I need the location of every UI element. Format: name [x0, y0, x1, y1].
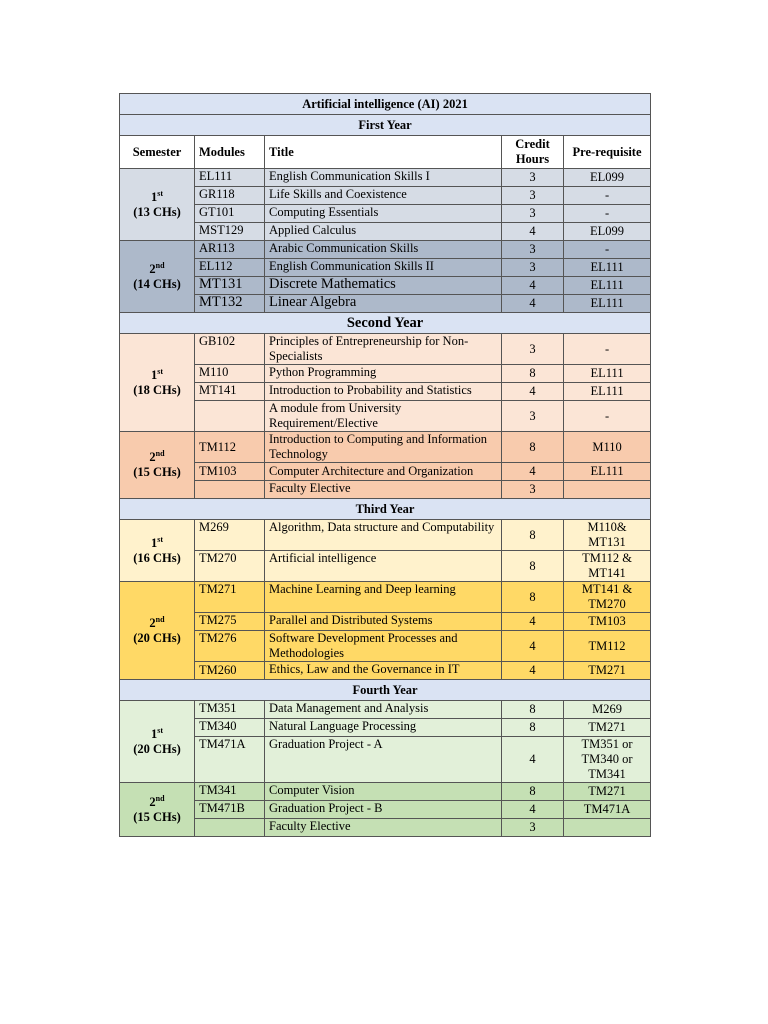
module-title: Introduction to Probability and Statistics — [265, 383, 502, 401]
credit-hours: 3 — [502, 241, 564, 259]
credit-hours: 3 — [502, 481, 564, 499]
credit-hours: 8 — [502, 719, 564, 737]
module-code: TM112 — [195, 432, 265, 463]
credit-hours: 4 — [502, 463, 564, 481]
credit-hours: 8 — [502, 701, 564, 719]
prerequisite: MT141 & TM270 — [564, 582, 651, 613]
prerequisite: TM471A — [564, 801, 651, 819]
credit-hours: 8 — [502, 783, 564, 801]
module-title: Data Management and Analysis — [265, 701, 502, 719]
credit-hours: 4 — [502, 383, 564, 401]
year-heading: First Year — [120, 115, 651, 136]
year-heading: Fourth Year — [120, 680, 651, 701]
credit-hours: 4 — [502, 223, 564, 241]
semester-cell — [120, 520, 195, 582]
prerequisite: EL111 — [564, 383, 651, 401]
credit-hours: 4 — [502, 801, 564, 819]
header-modules: Modules — [195, 136, 265, 169]
module-code: TM471B — [195, 801, 265, 819]
semester-credits: (20 CHs) — [133, 741, 181, 756]
credit-hours: 4 — [502, 613, 564, 631]
semester-credits: (20 CHs) — [133, 630, 181, 645]
module-code: TM471A — [195, 737, 265, 783]
semester-ordinal: 2 — [149, 794, 156, 809]
credit-hours: 8 — [502, 432, 564, 463]
module-title: Life Skills and Coexistence — [265, 187, 502, 205]
plan-title: Artificial intelligence (AI) 2021 — [120, 94, 651, 115]
credit-hours: 3 — [502, 187, 564, 205]
module-title: Faculty Elective — [265, 481, 502, 499]
module-code: TM275 — [195, 613, 265, 631]
module-code: GB102 — [195, 334, 265, 365]
semester-suffix: st — [157, 725, 164, 735]
credit-hours: 8 — [502, 551, 564, 582]
prerequisite: EL111 — [564, 259, 651, 277]
semester-ordinal: 2 — [149, 450, 156, 464]
module-title: Faculty Elective — [265, 819, 502, 837]
module-title: Machine Learning and Deep learning — [265, 582, 502, 613]
module-title: English Communication Skills I — [265, 169, 502, 187]
module-title: A module from University Requirement/Elective — [265, 401, 502, 432]
prerequisite: TM351 or TM340 or TM341 — [564, 737, 651, 783]
semester-suffix: st — [157, 534, 164, 544]
credit-hours: 8 — [502, 582, 564, 613]
study-plan-table — [119, 93, 651, 837]
semester-suffix: nd — [155, 448, 165, 458]
semester-cell — [120, 783, 195, 837]
module-code: TM270 — [195, 551, 265, 582]
credit-hours: 4 — [502, 295, 564, 313]
module-title: Algorithm, Data structure and Computability — [265, 520, 502, 551]
prerequisite: - — [564, 241, 651, 259]
prerequisite: TM112 — [564, 631, 651, 662]
credit-hours: 4 — [502, 662, 564, 680]
credit-hours: 3 — [502, 205, 564, 223]
credit-hours: 3 — [502, 169, 564, 187]
semester-credits: (16 CHs) — [133, 550, 181, 565]
module-code: TM103 — [195, 463, 265, 481]
credit-hours: 4 — [502, 277, 564, 295]
credit-hours: 3 — [502, 401, 564, 432]
semester-credits: (14 CHs) — [133, 276, 181, 291]
prerequisite: M110& MT131 — [564, 520, 651, 551]
prerequisite: EL111 — [564, 277, 651, 295]
prerequisite: - — [564, 205, 651, 223]
prerequisite: EL111 — [564, 295, 651, 313]
header-semester: Semester — [120, 136, 195, 169]
semester-cell — [120, 701, 195, 783]
semester-suffix: st — [157, 188, 164, 198]
module-code — [195, 481, 265, 499]
module-code: AR113 — [195, 241, 265, 259]
module-title: Computing Essentials — [265, 205, 502, 223]
semester-credits: (15 CHs) — [133, 809, 181, 824]
semester-ordinal: 1 — [150, 535, 158, 550]
prerequisite: TM271 — [564, 783, 651, 801]
module-code: MT132 — [195, 295, 265, 313]
header-prerequisite: Pre-requisite — [564, 136, 651, 169]
year-heading: Second Year — [120, 313, 651, 334]
semester-cell — [120, 169, 195, 241]
semester-ordinal: 1 — [150, 367, 158, 382]
module-code: MST129 — [195, 223, 265, 241]
semester-cell — [120, 432, 195, 499]
credit-hours: 8 — [502, 365, 564, 383]
module-title: Software Development Processes and Methodologies — [265, 631, 502, 662]
header-credit-hours: Credit Hours — [502, 136, 564, 169]
module-title: Computer Vision — [265, 783, 502, 801]
prerequisite: - — [564, 187, 651, 205]
module-code: TM351 — [195, 701, 265, 719]
module-code: EL112 — [195, 259, 265, 277]
module-code: TM276 — [195, 631, 265, 662]
module-code — [195, 401, 265, 432]
module-code: MT141 — [195, 383, 265, 401]
prerequisite: EL111 — [564, 463, 651, 481]
module-code: M269 — [195, 520, 265, 551]
credit-hours: 3 — [502, 334, 564, 365]
module-title: Graduation Project - B — [265, 801, 502, 819]
module-title: Arabic Communication Skills — [265, 241, 502, 259]
prerequisite: TM271 — [564, 662, 651, 680]
credit-hours: 3 — [502, 819, 564, 837]
semester-ordinal: 1 — [150, 726, 158, 741]
prerequisite: - — [564, 334, 651, 365]
module-code: M110 — [195, 365, 265, 383]
module-code: TM340 — [195, 719, 265, 737]
prerequisite: M269 — [564, 701, 651, 719]
semester-cell — [120, 241, 195, 313]
semester-ordinal: 1 — [150, 189, 158, 204]
module-code — [195, 819, 265, 837]
module-title: Python Programming — [265, 365, 502, 383]
module-title: Discrete Mathematics — [265, 277, 502, 295]
semester-cell — [120, 334, 195, 432]
credit-hours: 4 — [502, 737, 564, 783]
module-code: GT101 — [195, 205, 265, 223]
module-title: English Communication Skills II — [265, 259, 502, 277]
header-title: Title — [265, 136, 502, 169]
module-title: Principles of Entrepreneurship for Non-Specialists — [265, 334, 502, 365]
semester-ordinal: 2 — [149, 615, 156, 630]
prerequisite: TM112 & MT141 — [564, 551, 651, 582]
module-title: Artificial intelligence — [265, 551, 502, 582]
prerequisite — [564, 819, 651, 837]
prerequisite: EL111 — [564, 365, 651, 383]
semester-credits: (13 CHs) — [133, 204, 181, 219]
module-code: GR118 — [195, 187, 265, 205]
credit-hours: 4 — [502, 631, 564, 662]
semester-ordinal: 2 — [149, 261, 156, 276]
module-code: EL111 — [195, 169, 265, 187]
module-title: Computer Architecture and Organization — [265, 463, 502, 481]
prerequisite: EL099 — [564, 169, 651, 187]
semester-credits: (18 CHs) — [133, 382, 181, 397]
prerequisite — [564, 481, 651, 499]
prerequisite: M110 — [564, 432, 651, 463]
prerequisite: - — [564, 401, 651, 432]
module-title: Natural Language Processing — [265, 719, 502, 737]
semester-suffix: nd — [155, 614, 165, 624]
semester-suffix: st — [157, 366, 164, 376]
module-code: MT131 — [195, 277, 265, 295]
module-title: Parallel and Distributed Systems — [265, 613, 502, 631]
credit-hours: 3 — [502, 259, 564, 277]
year-heading: Third Year — [120, 499, 651, 520]
credit-hours: 8 — [502, 520, 564, 551]
prerequisite: EL099 — [564, 223, 651, 241]
semester-suffix: nd — [155, 793, 165, 803]
module-title: Linear Algebra — [265, 295, 502, 313]
module-code: TM271 — [195, 582, 265, 613]
prerequisite: TM103 — [564, 613, 651, 631]
module-code: TM341 — [195, 783, 265, 801]
module-code: TM260 — [195, 662, 265, 680]
semester-cell — [120, 582, 195, 680]
module-title: Introduction to Computing and Information Technology — [265, 432, 502, 463]
semester-credits: (15 CHs) — [133, 465, 181, 479]
module-title: Ethics, Law and the Governance in IT — [265, 662, 502, 680]
prerequisite: TM271 — [564, 719, 651, 737]
semester-suffix: nd — [155, 260, 165, 270]
module-title: Applied Calculus — [265, 223, 502, 241]
module-title: Graduation Project - A — [265, 737, 502, 783]
